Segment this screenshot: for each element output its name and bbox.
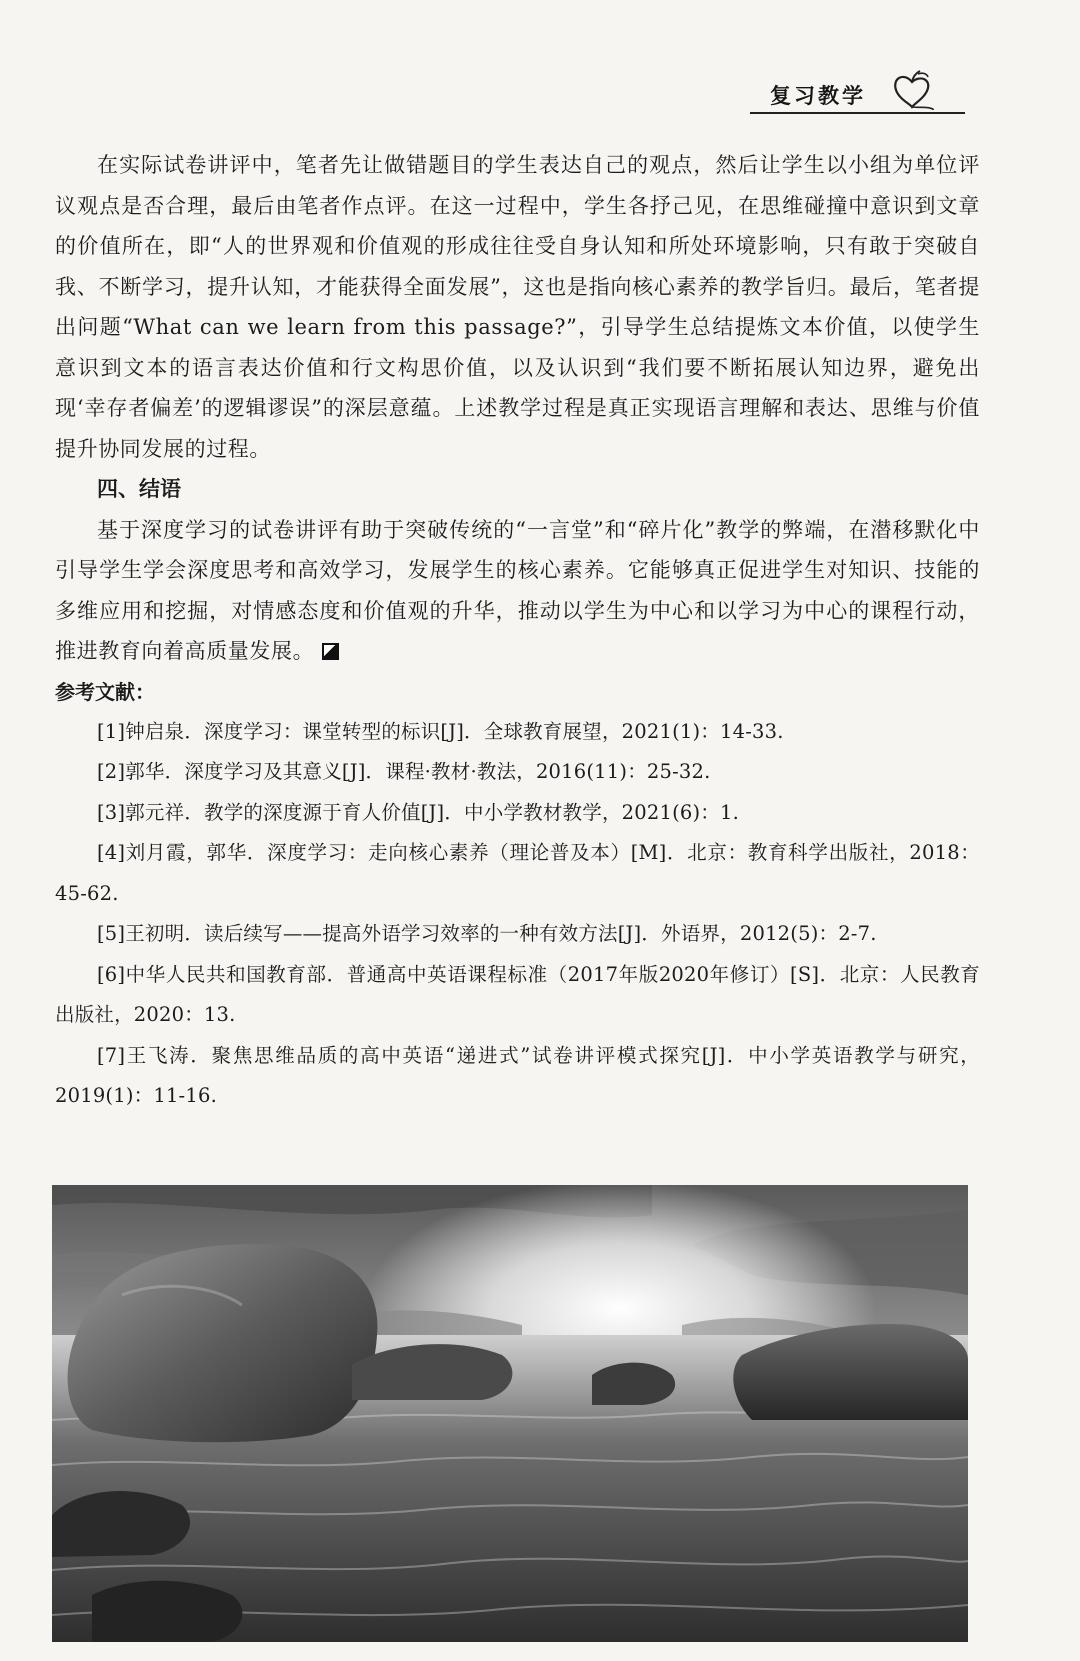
reference-item: [4]刘月霞，郭华．深度学习：走向核心素养（理论普及本）[M]．北京：教育科学出版社，2018：45-62. [55, 841, 980, 905]
section-heading: 四、结语 [97, 477, 181, 501]
article-body [55, 145, 980, 1117]
reference-item: [7]王飞涛．聚焦思维品质的高中英语“递进式”试卷讲评模式探究[J]．中小学英语教学与研究，2019(1)：11-16. [55, 1043, 980, 1107]
running-header [740, 70, 970, 118]
reference-item: [2]郭华．深度学习及其意义[J]．课程·教材·教法，2016(11)：25-32. [97, 760, 711, 783]
section-title: 复习教学 [770, 84, 866, 108]
seascape-rocks-sunset-photo [52, 1185, 968, 1642]
conclusion-text: 基于深度学习的试卷讲评有助于突破传统的“一言堂”和“碎片化”教学的弊端，在潜移默化中引导学生学会深度思考和高效学习，发展学生的核心素养。它能够真正促进学生对知识、技能的多维应用和挖掘，对情感态度和价值观的升华，推动以学生为中心和以学习为中心的课程行动，推进教育向着高质量发展。 [55, 517, 980, 663]
references-heading: 参考文献： [55, 679, 155, 704]
reference-item: [6]中华人民共和国教育部．普通高中英语课程标准（2017年版2020年修订）[S]．北京：人民教育出版社，2020：13. [55, 962, 980, 1026]
header-rule [750, 112, 965, 114]
reference-item: [3]郭元祥．教学的深度源于育人价值[J]．中小学教材教学，2021(6)：1. [97, 800, 740, 824]
end-of-article-icon [322, 643, 339, 660]
reference-item: [1]钟启泉．深度学习：课堂转型的标识[J]．全球教育展望，2021(1)：14-33. [97, 719, 784, 743]
reference-item: [5]王初明．读后续写——提高外语学习效率的一种有效方法[J]．外语界，2012(5)：2-7. [97, 922, 877, 945]
body-paragraph: 在实际试卷讲评中，笔者先让做错题目的学生表达自己的观点，然后让学生以小组为单位评议观点是否合理，最后由笔者作点评。在这一过程中，学生各抒己见，在思维碰撞中意识到文章的价值所在，即“人的世界观和价值观的形成往往受自身认知和所处环境影响，只有敢于突破自我、不断学习，提升认知，才能获得全面发展”，这也是指向核心素养的教学旨归。最后，笔者提出问题“What can we learn from this passage?”，引导学生总结提炼文本价值，以使学生意识到文本的语言表达价值和行文构思价值，以及认识到“我们要不断拓展认知边界，避免出现‘幸存者偏差’的逻辑谬误”的深层意蕴。上述教学过程是真正实现语言理解和表达、思维与价值提升协同发展的过程。 [55, 153, 980, 461]
apple-heart-icon [890, 70, 934, 110]
conclusion-paragraph [55, 510, 980, 672]
